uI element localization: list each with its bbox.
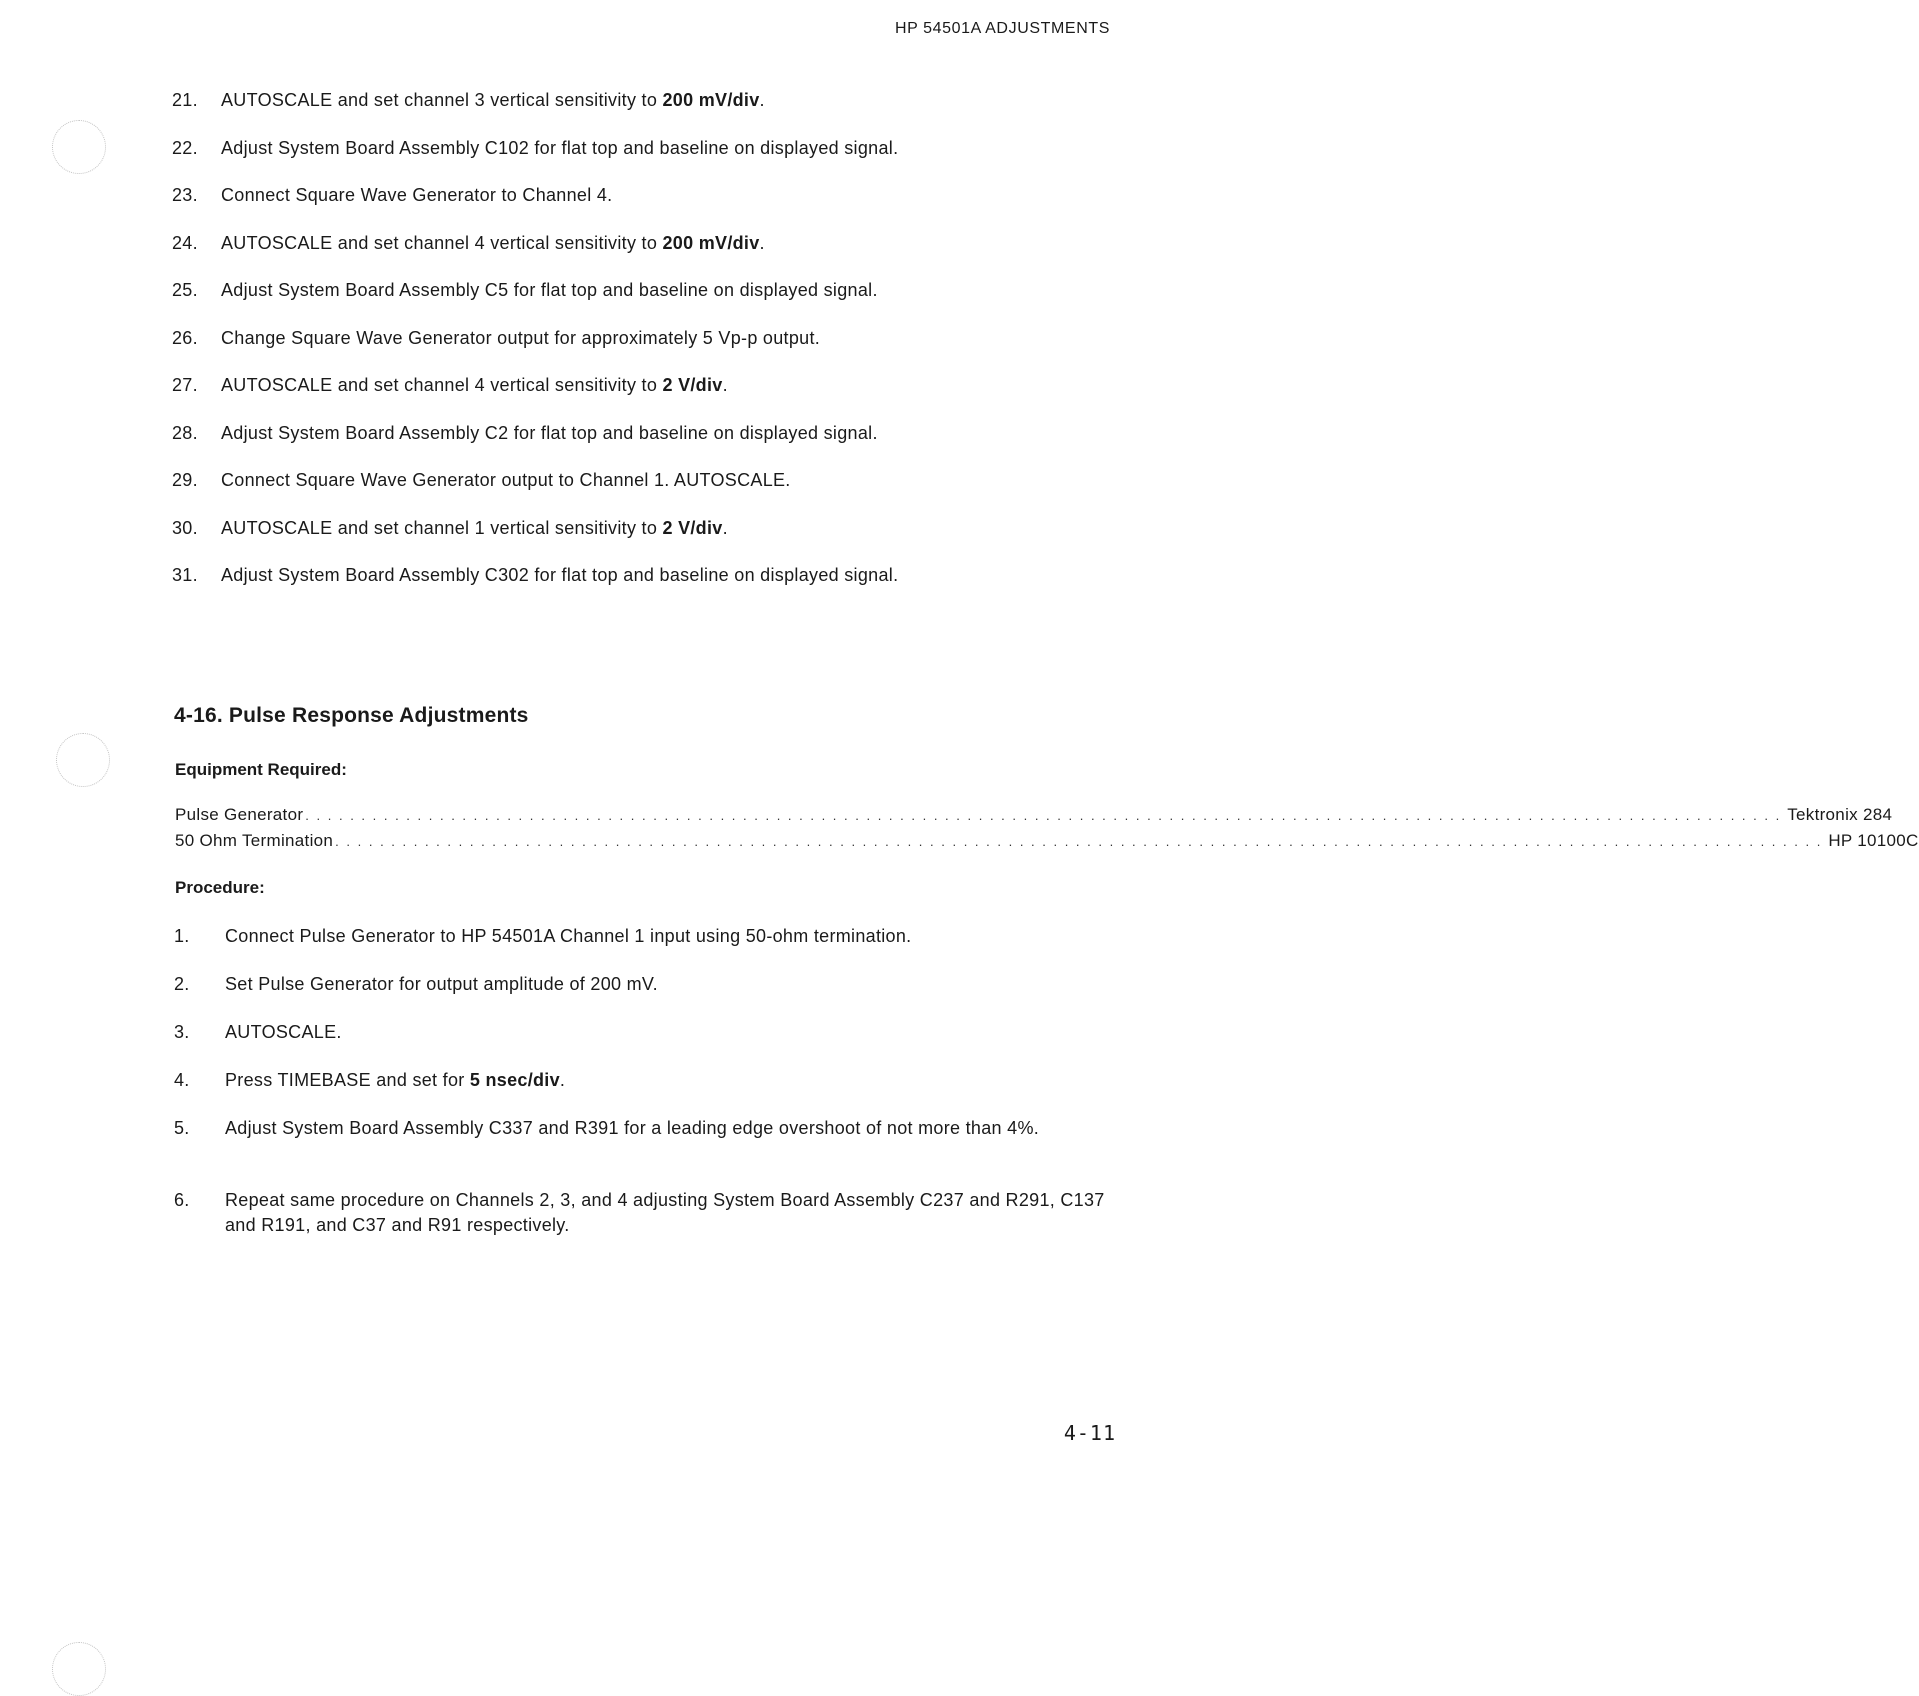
equipment-model: Tektronix 284 <box>1787 805 1893 824</box>
procedure-list <box>174 924 1119 1260</box>
step-item <box>172 183 1072 231</box>
procedure-step-number: 5. <box>174 1118 190 1138</box>
step-number: 24. <box>172 232 198 253</box>
dot-leader: . . . . . . . . . . . . . . . . . . . . . . . . . . . . . . . . . . . . . . . . . . . . . . . . . . . . . . . . . . . . . . . . . . . . . . . . . . . . . . . . . . . . . . . . . . . . . . . . . . . . . . . . . . . . . . . . . . . . . . . . . . . . . . . . . . . . <box>305 808 1782 823</box>
procedure-step-text: AUTOSCALE. <box>225 1022 342 1042</box>
step-number: 27. <box>172 375 198 395</box>
step-text: Change Square Wave Generator output for approximately 5 Vp-p output. <box>221 327 821 348</box>
step-item <box>172 136 1072 184</box>
procedure-step-number: 6. <box>174 1190 190 1210</box>
step-text: Adjust System Board Assembly C5 for flat top and baseline on displayed signal. <box>221 280 878 300</box>
equipment-row <box>175 828 1919 854</box>
step-number: 21. <box>172 90 198 110</box>
step-item <box>172 421 1072 469</box>
page-number: 4-11 <box>1063 1421 1116 1445</box>
step-number: 23. <box>172 185 198 205</box>
step-number: 29. <box>172 470 198 490</box>
step-item <box>172 516 1072 564</box>
equipment-list <box>175 802 1919 854</box>
step-text: AUTOSCALE and set channel 4 vertical sensitivity to 2 V/div. <box>221 375 728 395</box>
procedure-step-number: 1. <box>174 926 190 946</box>
procedure-step-text: Connect Pulse Generator to HP 54501A Channel 1 input using 50-ohm termination. <box>225 926 912 946</box>
step-text: Connect Square Wave Generator to Channel 4. <box>221 185 613 205</box>
punch-hole-bottom <box>52 1642 106 1696</box>
step-number: 26. <box>172 327 198 348</box>
procedure-step <box>174 1068 1119 1116</box>
procedure-step-number: 2. <box>174 974 190 994</box>
procedure-step-text: Set Pulse Generator for output amplitude of 200 mV. <box>225 974 658 994</box>
step-text: Adjust System Board Assembly C302 for flat top and baseline on displayed signal. <box>221 565 899 585</box>
step-text: AUTOSCALE and set channel 3 vertical sensitivity to 200 mV/div. <box>221 90 765 110</box>
procedure-step <box>174 1020 1119 1068</box>
step-text: AUTOSCALE and set channel 4 vertical sensitivity to 200 mV/div. <box>221 232 765 253</box>
step-item <box>172 278 1072 326</box>
procedure-heading: Procedure: <box>175 878 265 897</box>
procedure-step-text: Adjust System Board Assembly C337 and R391 for a leading edge overshoot of not more than 4%. <box>225 1118 1040 1138</box>
step-number: 28. <box>172 422 198 443</box>
procedure-step-text: Repeat same procedure on Channels 2, 3, and 4 adjusting System Board Assembly C237 and R291, C137 and R191, and C37 and R91 respectively. <box>225 1190 1105 1235</box>
punch-hole-top <box>52 120 106 174</box>
equipment-model: HP 10100C <box>1828 831 1919 850</box>
step-number: 30. <box>172 517 198 538</box>
equipment-name: 50 Ohm Termination <box>175 831 334 850</box>
step-item <box>172 88 1072 136</box>
procedure-step <box>174 972 1119 1020</box>
step-text: AUTOSCALE and set channel 1 vertical sensitivity to 2 V/div. <box>221 517 728 538</box>
step-item <box>172 326 1072 374</box>
punch-hole-middle <box>56 733 110 787</box>
step-item <box>172 563 1072 611</box>
step-text: Connect Square Wave Generator output to Channel 1. AUTOSCALE. <box>221 470 791 490</box>
step-number: 25. <box>172 280 198 300</box>
continued-step-list <box>172 88 1072 611</box>
procedure-step-number: 4. <box>174 1070 190 1090</box>
step-item <box>172 373 1072 421</box>
procedure-step <box>174 924 1119 972</box>
procedure-step <box>174 1188 1119 1260</box>
step-text: Adjust System Board Assembly C2 for flat top and baseline on displayed signal. <box>221 422 878 443</box>
step-number: 31. <box>172 565 198 585</box>
equipment-heading: Equipment Required: <box>175 760 347 779</box>
step-text: Adjust System Board Assembly C102 for flat top and baseline on displayed signal. <box>221 137 899 158</box>
dot-leader: . . . . . . . . . . . . . . . . . . . . . . . . . . . . . . . . . . . . . . . . . . . . . . . . . . . . . . . . . . . . . . . . . . . . . . . . . . . . . . . . . . . . . . . . . . . . . . . . . . . . . . . . . . . . . . . . . . . . . . . . . . . . . . . . . . . . . <box>335 834 1823 849</box>
equipment-name: Pulse Generator <box>175 805 304 824</box>
equipment-row <box>175 802 1893 828</box>
step-item <box>172 231 1072 279</box>
section-title: 4-16. Pulse Response Adjustments <box>174 704 529 727</box>
procedure-step-text: Press TIMEBASE and set for 5 nsec/div. <box>225 1070 566 1090</box>
procedure-step-number: 3. <box>174 1022 190 1042</box>
procedure-step <box>174 1116 1119 1188</box>
running-header: HP 54501A ADJUSTMENTS <box>894 20 1110 37</box>
step-number: 22. <box>172 137 198 158</box>
step-item <box>172 468 1072 516</box>
